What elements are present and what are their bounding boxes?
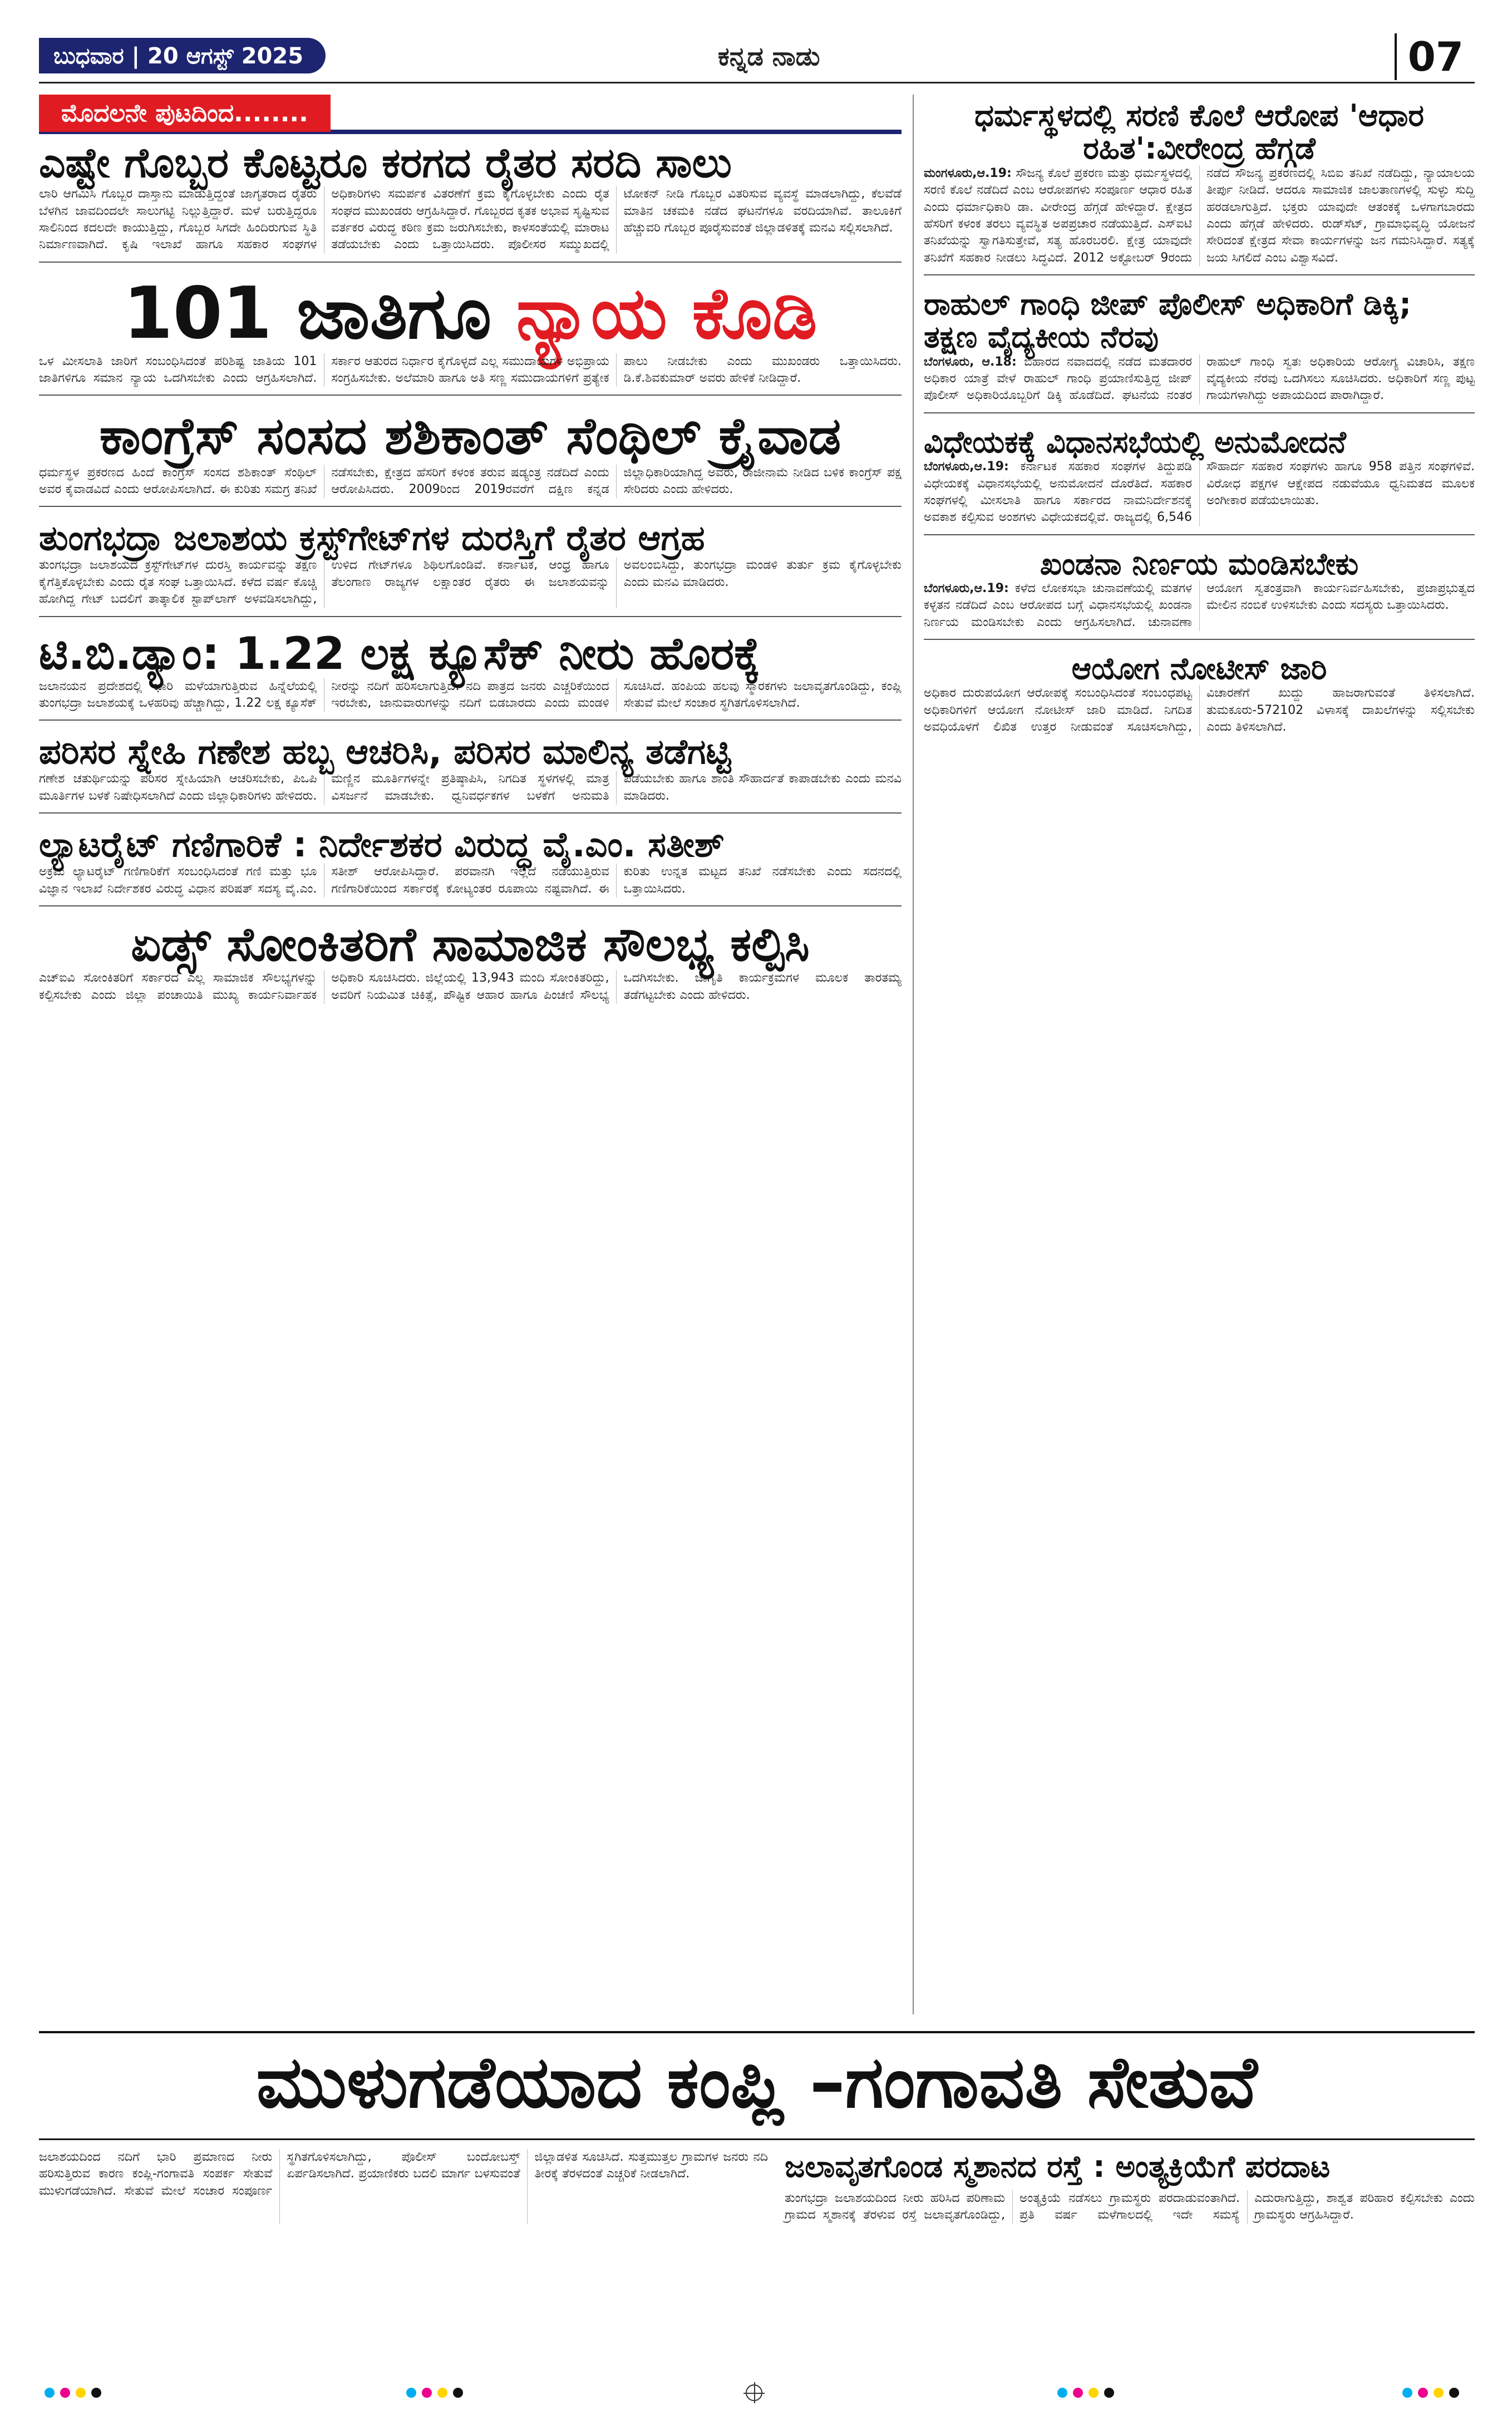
headline: ಕಾಂಗ್ರೆಸ್ ಸಂಸದ ಶಶಿಕಾಂತ್ ಸೆಂಥಿಲ್ ಕ್ರೈವಾಡ [99,406,841,466]
story-commission-notice [924,652,1475,743]
story-dharmasthala [924,99,1475,275]
story-body [924,459,1475,526]
story-condemnation-resolution [924,548,1475,640]
right-column [924,95,1475,756]
magenta-dot [1073,2388,1083,2398]
registration-mark-icon [746,2384,762,2401]
story-bill-approval [924,426,1475,535]
black-dot [1449,2388,1459,2398]
story-rahul-jeep [924,288,1475,413]
cyan-dot [45,2388,55,2398]
column-divider [913,95,914,2014]
issue-date: ಬುಧವಾರ | 20 ಆಗಸ್ಟ್ 2025 [39,38,326,73]
dateline: ಬೆಂಗಳೂರು, ಆ.18: [924,354,1017,369]
story-body: ಎಚ್‌ಐವಿ ಸೋಂಕಿತರಿಗೆ ಸರ್ಕಾರದ ಎಲ್ಲ ಸಾಮಾಜಿಕ ಸೌಲಭ್ಯಗಳನ್ನು ಕಲ್ಪಿಸಬೇಕು ಎಂದು ಜಿಲ್ಲಾ ಪಂಚಾಯಿತಿ ಮುಖ್ಯ ಕಾರ್ಯನಿರ್ವಾಹಕ ಅಧಿಕಾರಿ ಸೂಚಿಸಿದರು. ಜಿಲ್ಲೆಯಲ್ಲಿ 13,943 ಮಂದಿ ಸೋಂಕಿತರಿದ್ದು, ಅವರಿಗೆ ನಿಯಮಿತ ಚಿಕಿತ್ಸೆ, ಪೌಷ್ಟಿಕ ಆಹಾರ ಹಾಗೂ ಪಿಂಚಣಿ ಸೌಲಭ್ಯ ಒದಗಿಸಬೇಕು. ಜಾಗೃತಿ ಕಾರ್ಯಕ್ರಮಗಳ ಮೂಲಕ ತಾರತಮ್ಯ ತಡೆಗಟ್ಟಬೇಕು ಎಂದು ಹೇಳಿದರು. [39,971,902,1002]
story-body: ತುಂಗಭದ್ರಾ ಜಲಾಶಯದ ಕ್ರಸ್ಟ್‌ಗೇಟ್‌ಗಳ ದುರಸ್ತಿ ಕಾರ್ಯವನ್ನು ತಕ್ಷಣ ಕೈಗೆತ್ತಿಕೊಳ್ಳಬೇಕು ಎಂದು ರೈತ ಸಂಘ ಒತ್ತಾಯಿಸಿದೆ. ಕಳೆದ ವರ್ಷ ಕೊಚ್ಚಿ ಹೋಗಿದ್ದ ಗೇಟ್ ಬದಲಿಗೆ ತಾತ್ಕಾಲಿಕ ಸ್ಟಾಪ್‌ಲಾಗ್ ಅಳವಡಿಸಲಾಗಿದ್ದು, ಉಳಿದ ಗೇಟ್‌ಗಳೂ ಶಿಥಿಲಗೊಂಡಿವೆ. ಕರ್ನಾಟಕ, ಆಂಧ್ರ ಹಾಗೂ ತೆಲಂಗಾಣ ರಾಜ್ಯಗಳ ಲಕ್ಷಾಂತರ ರೈತರು ಈ ಜಲಾಶಯವನ್ನು ಅವಲಂಬಿಸಿದ್ದು, ತುಂಗಭದ್ರಾ ಮಂಡಳಿ ತುರ್ತು ಕ್ರಮ ಕೈಗೊಳ್ಳಬೇಕು ಎಂದು ಮನವಿ ಮಾಡಿದರು. [39,558,902,607]
story-text: ಕಳೆದ ಲೋಕಸಭಾ ಚುನಾವಣೆಯಲ್ಲಿ ಮತಗಳ ಕಳ್ಳತನ ನಡೆದಿದೆ ಎಂಬ ಆರೋಪದ ಬಗ್ಗೆ ವಿಧಾನಸಭೆಯಲ್ಲಿ ಖಂಡನಾ ನಿರ್ಣಯ ಮಂಡಿಸಬೇಕು ಎಂದು ಆಗ್ರಹಿಸಲಾಗಿದೆ. ಚುನಾವಣಾ ಆಯೋಗ ಸ್ವತಂತ್ರವಾಗಿ ಕಾರ್ಯನಿರ್ವಹಿಸಬೇಕು, ಪ್ರಜಾಪ್ರಭುತ್ವದ ಮೇಲಿನ ನಂಬಿಕೆ ಉಳಿಸಬೇಕು ಎಂದು ಸದಸ್ಯರು ಒತ್ತಾಯಿಸಿದರು. [924,581,1475,629]
story-body: ಲಾರಿ ಆಗಮಿಸಿ ಗೊಬ್ಬರ ದಾಸ್ತಾನು ಮಾಡುತ್ತಿದ್ದಂತೆ ಜಾಗೃತರಾದ ರೈತರು ಬೆಳಗಿನ ಜಾವದಿಂದಲೇ ಸಾಲುಗಟ್ಟಿ ನಿಲ್ಲುತ್ತಿದ್ದಾರೆ. ಮಳೆ ಬರುತ್ತಿದ್ದರೂ ಸಾಲಿನಿಂದ ಕದಲದೇ ಕಾಯುತ್ತಿದ್ದು, ಗೊಬ್ಬರ ಸಿಗದೇ ಹಿಂದಿರುಗುವ ಸ್ಥಿತಿ ನಿರ್ಮಾಣವಾಗಿದೆ. ಕೃಷಿ ಇಲಾಖೆ ಹಾಗೂ ಸಹಕಾರ ಸಂಘಗಳ ಅಧಿಕಾರಿಗಳು ಸಮರ್ಪಕ ವಿತರಣೆಗೆ ಕ್ರಮ ಕೈಗೊಳ್ಳಬೇಕು ಎಂದು ರೈತ ಸಂಘದ ಮುಖಂಡರು ಆಗ್ರಹಿಸಿದ್ದಾರೆ. ಗೊಬ್ಬರದ ಕೃತಕ ಅಭಾವ ಸೃಷ್ಟಿಸುವ ವರ್ತಕರ ವಿರುದ್ಧ ಕಠಿಣ ಕ್ರಮ ಜರುಗಿಸಬೇಕು, ಕಾಳಸಂತೆಯಲ್ಲಿ ಮಾರಾಟ ತಡೆಯಬೇಕು ಎಂದು ಒತ್ತಾಯಿಸಿದರು. ಪೊಲೀಸರ ಸಮ್ಮುಖದಲ್ಲಿ ಟೋಕನ್ ನೀಡಿ ಗೊಬ್ಬರ ವಿತರಿಸುವ ವ್ಯವಸ್ಥೆ ಮಾಡಲಾಗಿದ್ದು, ಕೆಲವೆಡೆ ಮಾತಿನ ಚಕಮಕಿ ನಡೆದ ಘಟನೆಗಳೂ ವರದಿಯಾಗಿವೆ. ತಾಲೂಕಿಗೆ ಹೆಚ್ಚುವರಿ ಗೊಬ್ಬರ ಪೂರೈಸುವಂತೆ ಜಿಲ್ಲಾಡಳಿತಕ್ಕೆ ಮನವಿ ಸಲ್ಲಿಸಲಾಗಿದೆ. [39,187,902,252]
yellow-dot [76,2388,86,2398]
headline: ಏಡ್ಸ್ ಸೋಂಕಿತರಿಗೆ ಸಾಮಾಜಿಕ ಸೌಲಭ್ಯ ಕಲ್ಪಿಸಿ [131,917,810,972]
story-body: ಧರ್ಮಸ್ಥಳ ಪ್ರಕರಣದ ಹಿಂದೆ ಕಾಂಗ್ರೆಸ್ ಸಂಸದ ಶಶಿಕಾಂತ್ ಸೆಂಥಿಲ್ ಅವರ ಕೈವಾಡವಿದೆ ಎಂದು ಆರೋಪಿಸಲಾಗಿದೆ. ಈ ಕುರಿತು ಸಮಗ್ರ ತನಿಖೆ ನಡೆಸಬೇಕು, ಕ್ಷೇತ್ರದ ಹೆಸರಿಗೆ ಕಳಂಕ ತರುವ ಷಡ್ಯಂತ್ರ ನಡೆದಿದೆ ಎಂದು ಆರೋಪಿಸಿದರು. 2009ರಿಂದ 2019ರವರೆಗೆ ದಕ್ಷಿಣ ಕನ್ನಡ ಜಿಲ್ಲಾಧಿಕಾರಿಯಾಗಿದ್ದ ಅವರು, ರಾಜೀನಾಮೆ ನೀಡಿದ ಬಳಿಕ ಕಾಂಗ್ರೆಸ್ ಪಕ್ಷ ಸೇರಿದರು ಎಂದು ಹೇಳಿದರು. [39,465,902,496]
sub-headline: ಜಲಾವೃತಗೊಂಡ ಸ್ಮಶಾನದ ರಸ್ತೆ : ಅಂತ್ಯಕ್ರಿಯೆಗೆ ಪರದಾಟ [785,2149,1331,2184]
dateline: ಮಂಗಳೂರು,ಆ.19: [924,166,1012,180]
magenta-dot [1418,2388,1428,2398]
section-kicker: ಮೊದಲನೇ ಪುಟದಿಂದ........ [39,95,331,132]
masthead [39,33,1475,83]
story-laterite-mining [39,826,902,906]
headline [39,272,902,355]
story-body [924,580,1475,631]
headline: ಆಯೋಗ ನೋಟೀಸ್ ಜಾರಿ [1071,651,1327,687]
headline-accent: ನ್ಯಾಯ ಕೊಡಿ [516,272,817,355]
story-aids-benefits [39,919,902,1012]
black-dot [91,2388,101,2398]
headline-part: 101 ಜಾತಿಗೂ [123,272,516,355]
black-dot [453,2388,463,2398]
dateline: ಬೆಂಗಳೂರು,ಆ.19: [924,581,1009,596]
color-strip-mid-left [406,2388,463,2398]
story-eco-ganesha [39,733,902,814]
story-101-castes [39,272,902,396]
story-tungabhadra-gates [39,519,902,617]
story-body [924,354,1475,405]
story-body: ಗಣೇಶ ಚತುರ್ಥಿಯನ್ನು ಪರಿಸರ ಸ್ನೇಹಿಯಾಗಿ ಆಚರಿಸಬೇಕು, ಪಿಒಪಿ ಮೂರ್ತಿಗಳ ಬಳಕೆ ನಿಷೇಧಿಸಲಾಗಿದೆ ಎಂದು ಜಿಲ್ಲಾಧಿಕಾರಿಗಳು ಹೇಳಿದರು. ಮಣ್ಣಿನ ಮೂರ್ತಿಗಳನ್ನೇ ಪ್ರತಿಷ್ಠಾಪಿಸಿ, ನಿಗದಿತ ಸ್ಥಳಗಳಲ್ಲಿ ಮಾತ್ರ ವಿಸರ್ಜನೆ ಮಾಡಬೇಕು. ಧ್ವನಿವರ್ಧಕಗಳ ಬಳಕೆಗೆ ಅನುಮತಿ ಪಡೆಯಬೇಕು ಹಾಗೂ ಶಾಂತಿ ಸೌಹಾರ್ದತೆ ಕಾಪಾಡಬೇಕು ಎಂದು ಮನವಿ ಮಾಡಿದರು. [39,772,902,803]
black-dot [1104,2388,1114,2398]
story-text: ಕರ್ನಾಟಕ ಸಹಕಾರ ಸಂಘಗಳ ತಿದ್ದುಪಡಿ ವಿಧೇಯಕಕ್ಕೆ ವಿಧಾನಸಭೆಯಲ್ಲಿ ಅನುಮೋದನೆ ದೊರೆತಿದೆ. ಸಹಕಾರ ಸಂಘಗಳಲ್ಲಿ ಮೀಸಲಾತಿ ಹಾಗೂ ಸರ್ಕಾರದ ನಾಮನಿರ್ದೇಶನಕ್ಕೆ ಅವಕಾಶ ಕಲ್ಪಿಸುವ ಅಂಶಗಳು ವಿಧೇಯಕದಲ್ಲಿವೆ. ರಾಜ್ಯದಲ್ಲಿ 6,546 ಸೌಹಾರ್ದ ಸಹಕಾರ ಸಂಘಗಳು ಹಾಗೂ 958 ಪತ್ತಿನ ಸಂಘಗಳಿವೆ. ವಿರೋಧ ಪಕ್ಷಗಳ ಆಕ್ಷೇಪದ ನಡುವೆಯೂ ಧ್ವನಿಮತದ ಮೂಲಕ ಅಂಗೀಕಾರ ಪಡೆಯಲಾಯಿತು. [924,460,1475,525]
paper-name: ಕನ್ನಡ ನಾಡು [718,41,820,71]
bottom-stories [39,2149,1475,2224]
story-body: ಒಳ ಮೀಸಲಾತಿ ಜಾರಿಗೆ ಸಂಬಂಧಿಸಿದಂತೆ ಪರಿಶಿಷ್ಟ ಜಾತಿಯ 101 ಜಾತಿಗಳಿಗೂ ಸಮಾನ ನ್ಯಾಯ ಒದಗಿಸಬೇಕು ಎಂದು ಆಗ್ರಹಿಸಲಾಗಿದೆ. ಸರ್ಕಾರ ಆತುರದ ನಿರ್ಧಾರ ಕೈಗೊಳ್ಳದೆ ಎಲ್ಲ ಸಮುದಾಯಗಳ ಅಭಿಪ್ರಾಯ ಸಂಗ್ರಹಿಸಬೇಕು. ಅಲೆಮಾರಿ ಹಾಗೂ ಅತಿ ಸಣ್ಣ ಸಮುದಾಯಗಳಿಗೆ ಪ್ರತ್ಯೇಕ ಪಾಲು ನೀಡಬೇಕು ಎಂದು ಮುಖಂಡರು ಒತ್ತಾಯಿಸಿದರು. ಡಿ.ಕೆ.ಶಿವಕುಮಾರ್ ಅವರು ಹೇಳಿಕೆ ನೀಡಿದ್ದಾರೆ. [39,354,902,385]
magenta-dot [422,2388,432,2398]
dateline: ಬೆಂಗಳೂರು,ಆ.19: [924,460,1009,474]
color-strip-mid-right [1057,2388,1114,2398]
headline: ಖಂಡನಾ ನಿರ್ಣಯ ಮಂಡಿಸಬೇಕು [1040,546,1359,581]
yellow-dot [1434,2388,1444,2398]
story-body: ತುಂಗಭದ್ರಾ ಜಲಾಶಯದಿಂದ ನೀರು ಹರಿಸಿದ ಪರಿಣಾಮ ಗ್ರಾಮದ ಸ್ಮಶಾನಕ್ಕೆ ತೆರಳುವ ರಸ್ತೆ ಜಲಾವೃತಗೊಂಡಿದ್ದು, ಅಂತ್ಯಕ್ರಿಯೆ ನಡೆಸಲು ಗ್ರಾಮಸ್ಥರು ಪರದಾಡುವಂತಾಗಿದೆ. ಪ್ರತಿ ವರ್ಷ ಮಳೆಗಾಲದಲ್ಲಿ ಇದೇ ಸಮಸ್ಯೆ ಎದುರಾಗುತ್ತಿದ್ದು, ಶಾಶ್ವತ ಪರಿಹಾರ ಕಲ್ಪಿಸಬೇಕು ಎಂದು ಗ್ರಾಮಸ್ಥರು ಆಗ್ರಹಿಸಿದ್ದಾರೆ. [785,2191,1475,2222]
headline: ಪರಿಸರ ಸ್ನೇಹಿ ಗಣೇಶ ಹಬ್ಬ ಆಚರಿಸಿ, ಪರಿಸರ ಮಾಲಿನ್ಯ ತಡೆಗಟ್ಟಿ [39,731,731,772]
story-fertilizer-queue [39,141,902,263]
bottom-band [39,2031,1475,2224]
headline: ಟಿ.ಬಿ.ಡ್ಯಾಂ: 1.22 ಲಕ್ಷ ಕ್ಯೂಸೆಕ್ ನೀರು ಹೊರಕ್ಕೆ [39,627,761,679]
headline: ರಾಹುಲ್ ಗಾಂಧಿ ಜೀಪ್ ಪೊಲೀಸ್ ಅಧಿಕಾರಿಗೆ ಡಿಕ್ಕಿ; ತಕ್ಷಣ ವೈದ್ಯಕೀಯ ನೆರವು [924,286,1411,355]
story-bridge-submerged: ಜಲಾಶಯದಿಂದ ನದಿಗೆ ಭಾರಿ ಪ್ರಮಾಣದ ನೀರು ಹರಿಸುತ್ತಿರುವ ಕಾರಣ ಕಂಪ್ಲಿ-ಗಂಗಾವತಿ ಸಂಪರ್ಕ ಸೇತುವೆ ಮುಳುಗಡೆಯಾಗಿದೆ. ಸೇತುವೆ ಮೇಲೆ ಸಂಚಾರ ಸಂಪೂರ್ಣ ಸ್ಥಗಿತಗೊಳಿಸಲಾಗಿದ್ದು, ಪೊಲೀಸ್ ಬಂದೋಬಸ್ತ್ ಏರ್ಪಡಿಸಲಾಗಿದೆ. ಪ್ರಯಾಣಿಕರು ಬದಲಿ ಮಾರ್ಗ ಬಳಸುವಂತೆ ಜಿಲ್ಲಾಡಳಿತ ಸೂಚಿಸಿದೆ. ಸುತ್ತಮುತ್ತಲ ಗ್ರಾಮಗಳ ಜನರು ನದಿ ತೀರಕ್ಕೆ ತೆರಳದಂತೆ ಎಚ್ಚರಿಕೆ ನೀಡಲಾಗಿದೆ. [39,2150,768,2198]
cyan-dot [406,2388,416,2398]
story-body: ಜಲಾನಯನ ಪ್ರದೇಶದಲ್ಲಿ ಭಾರಿ ಮಳೆಯಾಗುತ್ತಿರುವ ಹಿನ್ನೆಲೆಯಲ್ಲಿ ತುಂಗಭದ್ರಾ ಜಲಾಶಯಕ್ಕೆ ಒಳಹರಿವು ಹೆಚ್ಚಾಗಿದ್ದು, 1.22 ಲಕ್ಷ ಕ್ಯೂಸೆಕ್ ನೀರನ್ನು ನದಿಗೆ ಹರಿಸಲಾಗುತ್ತಿದೆ. ನದಿ ಪಾತ್ರದ ಜನರು ಎಚ್ಚರಿಕೆಯಿಂದ ಇರಬೇಕು, ಜಾನುವಾರುಗಳನ್ನು ನದಿಗೆ ಬಿಡಬಾರದು ಎಂದು ಮಂಡಳಿ ಸೂಚಿಸಿದೆ. ಹಂಪಿಯ ಹಲವು ಸ್ಮಾರಕಗಳು ಜಲಾವೃತಗೊಂಡಿದ್ದು, ಕಂಪ್ಲಿ ಸೇತುವೆ ಮೇಲೆ ಸಂಚಾರ ಸ್ಥಗಿತಗೊಳಿಸಲಾಗಿದೆ. [39,679,902,710]
story-cemetery-road [785,2149,1475,2224]
color-strip-left [45,2388,101,2398]
color-strip-right [1402,2388,1459,2398]
story-tb-dam [39,629,902,721]
story-body: ಅಧಿಕಾರ ದುರುಪಯೋಗ ಆರೋಪಕ್ಕೆ ಸಂಬಂಧಿಸಿದಂತೆ ಸಂಬಂಧಪಟ್ಟ ಅಧಿಕಾರಿಗಳಿಗೆ ಆಯೋಗ ನೋಟೀಸ್ ಜಾರಿ ಮಾಡಿದೆ. ನಿಗದಿತ ಅವಧಿಯೊಳಗೆ ಲಿಖಿತ ಉತ್ತರ ನೀಡುವಂತೆ ಸೂಚಿಸಲಾಗಿದ್ದು, ವಿಚಾರಣೆಗೆ ಖುದ್ದು ಹಾಜರಾಗುವಂತೆ ತಿಳಿಸಲಾಗಿದೆ. ತುಮಕೂರು-572102 ವಿಳಾಸಕ್ಕೆ ದಾಖಲೆಗಳನ್ನು ಸಲ್ಲಿಸಬೇಕು ಎಂದು ತಿಳಿಸಲಾಗಿದೆ. [924,686,1475,735]
story-text: ಸೌಜನ್ಯ ಕೊಲೆ ಪ್ರಕರಣ ಮತ್ತು ಧರ್ಮಸ್ಥಳದಲ್ಲಿ ಸರಣಿ ಕೊಲೆ ನಡೆದಿದೆ ಎಂಬ ಆರೋಪಗಳು ಸಂಪೂರ್ಣ ಆಧಾರ ರಹಿತ ಎಂದು ಧರ್ಮಾಧಿಕಾರಿ ಡಾ. ವೀರೇಂದ್ರ ಹೆಗ್ಗಡೆ ಹೇಳಿದ್ದಾರೆ. ಕ್ಷೇತ್ರದ ಹೆಸರಿಗೆ ಕಳಂಕ ತರಲು ವ್ಯವಸ್ಥಿತ ಅಪಪ್ರಚಾರ ನಡೆಯುತ್ತಿದೆ. ಎಸ್‌ಐಟಿ ತನಿಖೆಯನ್ನು ಸ್ವಾಗತಿಸುತ್ತೇವೆ, ಸತ್ಯ ಹೊರಬರಲಿ. ಕ್ಷೇತ್ರ ಯಾವುದೇ ತನಿಖೆಗೆ ಸಹಕಾರ ನೀಡಲು ಸಿದ್ಧವಿದೆ. 2012 ಅಕ್ಟೋಬರ್ 9ರಂದು ನಡೆದ ಸೌಜನ್ಯ ಪ್ರಕರಣದಲ್ಲಿ ಸಿಬಿಐ ತನಿಖೆ ನಡೆದಿದ್ದು, ನ್ಯಾಯಾಲಯ ತೀರ್ಪು ನೀಡಿದೆ. ಆದರೂ ಸಾಮಾಜಿಕ ಜಾಲತಾಣಗಳಲ್ಲಿ ಸುಳ್ಳು ಸುದ್ದಿ ಹರಡಲಾಗುತ್ತಿದೆ. ಭಕ್ತರು ಯಾವುದೇ ಆತಂಕಕ್ಕೆ ಒಳಗಾಗಬಾರದು ಎಂದು ಹೆಗ್ಗಡೆ ಹೇಳಿದರು. ರುಡ್‌ಸೆಟ್, ಗ್ರಾಮಾಭಿವೃದ್ಧಿ ಯೋಜನೆ ಸೇರಿದಂತೆ ಕ್ಷೇತ್ರದ ಸೇವಾ ಕಾರ್ಯಗಳನ್ನು ಜನ ಗಮನಿಸಿದ್ದಾರೆ. ಸತ್ಯಕ್ಕೆ ಜಯ ಸಿಗಲಿದೆ ಎಂಬ ವಿಶ್ವಾಸವಿದೆ. [924,166,1475,265]
headline: ಧರ್ಮಸ್ಥಳದಲ್ಲಿ ಸರಣಿ ಕೊಲೆ ಆರೋಪ 'ಆಧಾರ ರಹಿತ':ವೀರೇಂದ್ರ ಹೆಗ್ಗಡೆ [974,98,1424,166]
headline: ಎಷ್ಟೇ ಗೊಬ್ಬರ ಕೊಟ್ಟರೂ ಕರಗದ ರೈತರ ಸರದಿ ಸಾಲು [39,139,732,187]
yellow-dot [1089,2388,1099,2398]
left-column [39,95,902,1024]
story-body: ಅಕ್ರಮ ಲ್ಯಾಟರೈಟ್ ಗಣಿಗಾರಿಕೆಗೆ ಸಂಬಂಧಿಸಿದಂತೆ ಗಣಿ ಮತ್ತು ಭೂ ವಿಜ್ಞಾನ ಇಲಾಖೆ ನಿರ್ದೇಶಕರ ವಿರುದ್ಧ ವಿಧಾನ ಪರಿಷತ್ ಸದಸ್ಯ ವೈ.ಎಂ. ಸತೀಶ್ ಆರೋಪಿಸಿದ್ದಾರೆ. ಪರವಾನಗಿ ಇಲ್ಲದೆ ನಡೆಯುತ್ತಿರುವ ಗಣಿಗಾರಿಕೆಯಿಂದ ಸರ್ಕಾರಕ್ಕೆ ಕೋಟ್ಯಂತರ ರೂಪಾಯಿ ನಷ್ಟವಾಗಿದೆ. ಈ ಕುರಿತು ಉನ್ನತ ಮಟ್ಟದ ತನಿಖೆ ನಡೆಸಬೇಕು ಎಂದು ಸದನದಲ್ಲಿ ಒತ್ತಾಯಿಸಿದರು. [39,865,902,896]
cyan-dot [1402,2388,1412,2398]
story-congress-mp [39,408,902,507]
bottom-headline: ಮುಳುಗಡೆಯಾದ ಕಂಪ್ಲಿ –ಗಂಗಾವತಿ ಸೇತುವೆ [39,2031,1475,2140]
headline: ತುಂಗಭದ್ರಾ ಜಲಾಶಯ ಕ್ರಸ್ಟ್‌ಗೇಟ್‌ಗಳ ದುರಸ್ತಿಗೆ ರೈತರ ಆಗ್ರಹ [39,518,705,559]
magenta-dot [60,2388,70,2398]
page-number: 07 [1395,33,1464,80]
cyan-dot [1057,2388,1067,2398]
story-body [924,165,1475,267]
headline: ಲ್ಯಾಟರೈಟ್ ಗಣಿಗಾರಿಕೆ : ನಿರ್ದೇಶಕರ ವಿರುದ್ಧ ವೈ.ಎಂ. ಸತೀಶ್ [39,824,725,865]
yellow-dot [437,2388,447,2398]
story-text: ಬಿಹಾರದ ನವಾದದಲ್ಲಿ ನಡೆದ ಮತದಾರರ ಅಧಿಕಾರ ಯಾತ್ರೆ ವೇಳೆ ರಾಹುಲ್ ಗಾಂಧಿ ಪ್ರಯಾಣಿಸುತ್ತಿದ್ದ ಜೀಪ್ ಪೊಲೀಸ್ ಅಧಿಕಾರಿಯೊಬ್ಬರಿಗೆ ಡಿಕ್ಕಿ ಹೊಡೆದಿದೆ. ಘಟನೆಯ ನಂತರ ರಾಹುಲ್ ಗಾಂಧಿ ಸ್ವತಃ ಅಧಿಕಾರಿಯ ಆರೋಗ್ಯ ವಿಚಾರಿಸಿ, ತಕ್ಷಣ ವೈದ್ಯಕೀಯ ನೆರವು ಒದಗಿಸಲು ಸೂಚಿಸಿದರು. ಅಧಿಕಾರಿಗೆ ಸಣ್ಣ ಪುಟ್ಟ ಗಾಯಗಳಾಗಿದ್ದು ಅಪಾಯದಿಂದ ಪಾರಾಗಿದ್ದಾರೆ. [924,354,1475,403]
headline: ವಿಧೇಯಕಕ್ಕೆ ವಿಧಾನಸಭೆಯಲ್ಲಿ ಅನುಮೋದನೆ [924,424,1346,460]
